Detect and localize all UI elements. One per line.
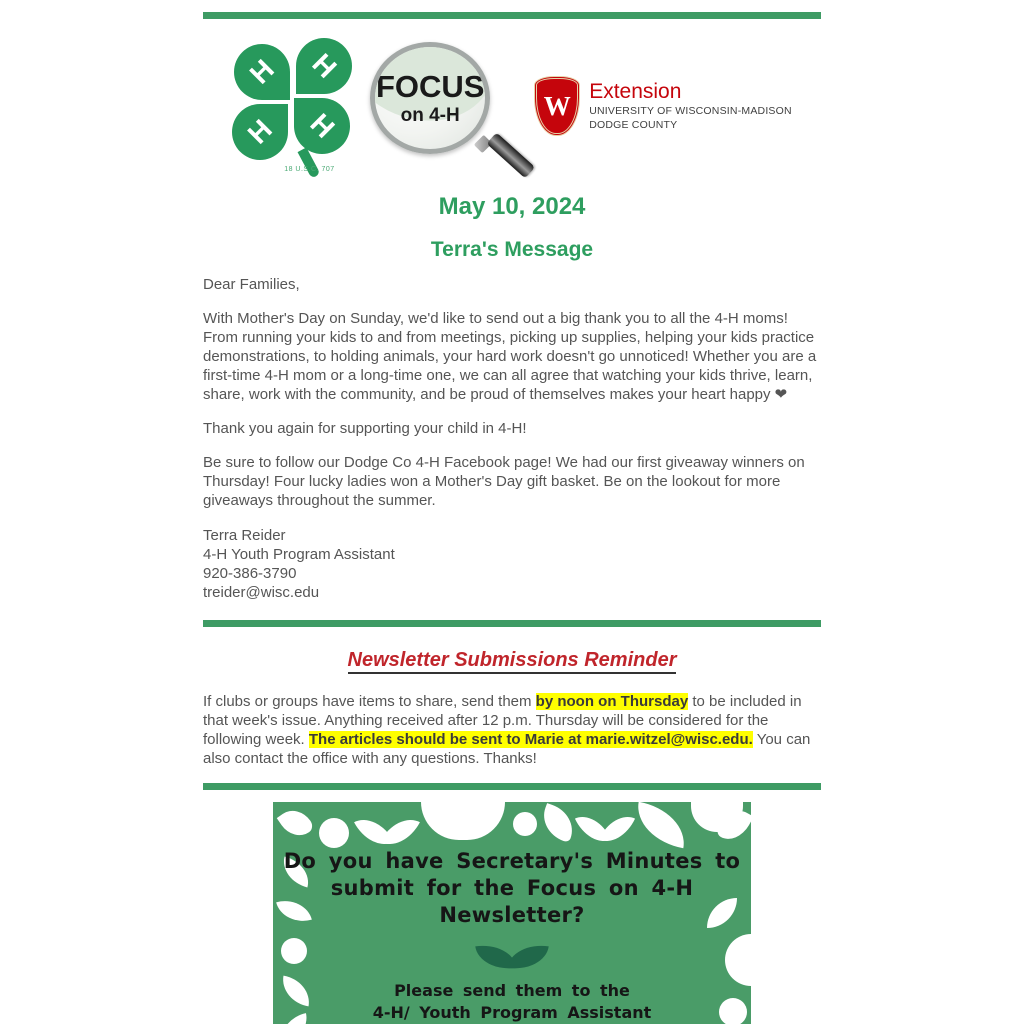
- uw-crest-icon: W: [534, 76, 580, 136]
- sprout-icon: [273, 937, 751, 971]
- magnifier-lens-icon: [370, 42, 490, 154]
- section-divider: [203, 620, 821, 627]
- extension-university: UNIVERSITY OF WISCONSIN-MADISON: [589, 105, 792, 117]
- signature-email: treider@wisc.edu: [203, 584, 320, 601]
- clover-usc-text: 18 U.S.C. 707: [284, 166, 335, 173]
- reminder-highlight-email: The articles should be sent to Marie at marie.witzel@wisc.edu.: [308, 731, 753, 748]
- decor-petal-icon: [537, 803, 579, 843]
- reminder-heading: [203, 649, 821, 671]
- message-paragraph-3: Be sure to follow our Dodge Co 4-H Facebook page! We had our first giveaway winners on Thursday! Four lucky ladies won a Mother's Day gift basket. Be on the lookout for more giveaways throughout the summer.: [203, 454, 805, 509]
- extension-name: Extension: [589, 80, 682, 103]
- reminder-heading-text: Newsletter Submissions Reminder: [348, 649, 677, 674]
- graphic-question: [273, 848, 751, 929]
- reminder-text-3: You can also contact the office with any questions. Thanks!: [203, 731, 811, 767]
- decor-circle-icon: [513, 812, 537, 836]
- clover-h-letter: H: [306, 47, 343, 84]
- clover-leaf-icon: [296, 38, 352, 94]
- salutation: Dear Families,: [203, 276, 300, 293]
- signature-phone: 920-386-3790: [203, 565, 297, 582]
- graphic-instruction-line2: 4-H/ Youth Program Assistant: [372, 1003, 652, 1022]
- clover-h-letter: H: [304, 107, 341, 144]
- sprout-leaf-right: [507, 941, 548, 973]
- issue-date-heading: May 10, 2024: [438, 193, 586, 220]
- graphic-instruction-line1: Please send them to the: [394, 981, 630, 1000]
- reminder-highlight-deadline: by noon on Thursday: [535, 693, 689, 710]
- graphic-instruction: [273, 980, 751, 1024]
- graphic-question-line3: Newsletter?: [439, 903, 585, 927]
- focus-logo-text: FOCUS: [375, 69, 485, 104]
- terras-message-heading: Terra's Message: [430, 238, 594, 261]
- decor-leaf-icon: [599, 809, 635, 850]
- uw-extension-text: [589, 80, 792, 132]
- logo-row: [203, 36, 821, 176]
- clover-leaf-icon: [294, 98, 350, 154]
- clover-h-letter: H: [241, 113, 278, 150]
- focus-logo-subtext: on 4-H: [400, 105, 460, 126]
- focus-on-4h-logo: [366, 36, 524, 176]
- signature-title: 4-H Youth Program Assistant: [203, 546, 395, 563]
- graphic-question-line1: Do you have Secretary's Minutes to: [283, 849, 741, 873]
- extension-county: DODGE COUNTY: [589, 119, 678, 131]
- clover-leaf-icon: [232, 104, 288, 160]
- section-divider: [203, 783, 821, 790]
- decor-semicircle-icon: [421, 802, 505, 840]
- magnifier-handle-icon: [487, 132, 536, 178]
- decor-petal-icon: [277, 803, 316, 842]
- newsletter-content: [203, 12, 821, 1024]
- top-divider: [203, 12, 821, 19]
- graphic-question-line2: submit for the Focus on 4-H: [330, 876, 694, 900]
- signature-block: [203, 526, 821, 602]
- message-paragraph-1: With Mother's Day on Sunday, we'd like to send out a big thank you to all the 4-H moms! From running your kids to and from meetings, picking up supplies, helping your kids practice demonstrations, to holding animals, your hard work doesn't go unnoticed! Whether you are a first-time 4-H mom or a long-time one, we can all agree that watching your kids thrive, learn, share, work with the community, and be proud of themselves makes your heart happy ❤: [203, 310, 817, 403]
- decor-circle-icon: [319, 818, 349, 848]
- clover-leaf-icon: [234, 44, 290, 100]
- uw-extension-logo: [534, 76, 792, 136]
- message-paragraph-2: Thank you again for supporting your child in 4-H!: [203, 420, 527, 437]
- 4h-clover-logo: [232, 36, 360, 176]
- reminder-text-1: If clubs or groups have items to share, send them: [203, 693, 536, 710]
- decor-leaf-icon: [632, 802, 690, 848]
- reminder-text-2: to be included in that week's issue. Anything received after 12 p.m. Thursday will be considered for the following week.: [203, 693, 802, 748]
- clover-h-letter: H: [243, 53, 280, 90]
- reminder-paragraph: [203, 692, 821, 768]
- signature-name: Terra Reider: [203, 527, 286, 544]
- secretarys-minutes-graphic: [273, 802, 751, 1024]
